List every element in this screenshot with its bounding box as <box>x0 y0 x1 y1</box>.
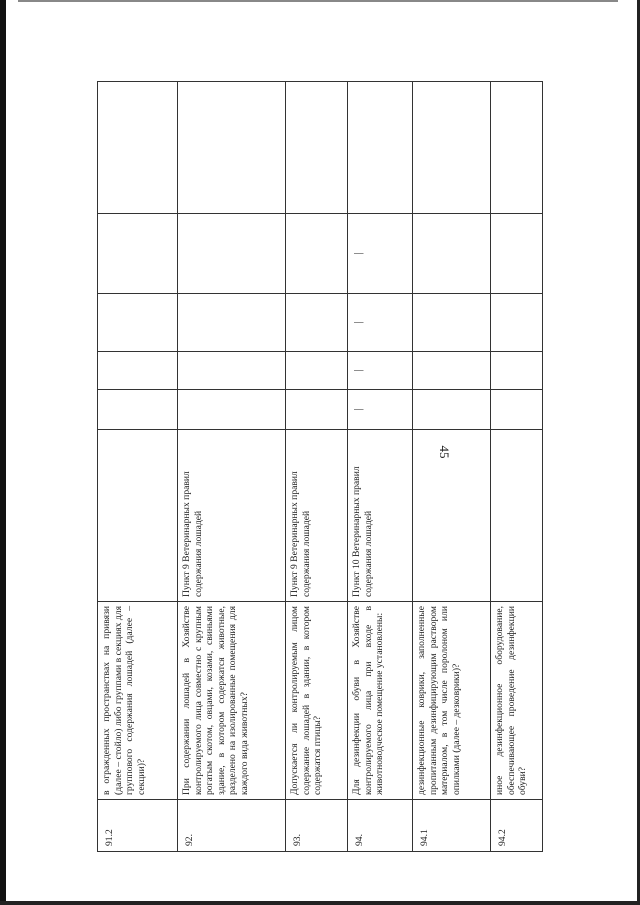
scan-edge-left <box>0 0 6 905</box>
answer-yes-cell <box>413 390 491 430</box>
note-cell <box>178 214 286 294</box>
scan-edge-top <box>18 0 618 2</box>
empty-cell <box>491 82 543 214</box>
note-cell <box>491 214 543 294</box>
row-number: 91.2 <box>98 800 178 852</box>
answer-na-cell <box>98 294 178 352</box>
empty-cell <box>98 82 178 214</box>
note-cell: | <box>348 214 413 294</box>
row-reference: Пункт 9 Ветеринарных правил содержания лошадей <box>178 430 286 602</box>
row-reference <box>491 430 543 602</box>
table-row <box>286 82 348 852</box>
empty-cell <box>178 82 286 214</box>
answer-na-cell: | <box>348 294 413 352</box>
checklist-table <box>97 81 543 852</box>
row-number: 94.1 <box>413 800 491 852</box>
row-question: Для дезинфекции обуви в Хозяйстве контролируемого лица при входе в животноводческое помещение установлены: <box>348 602 413 800</box>
answer-no-cell <box>178 352 286 390</box>
row-question: в огражденных пространствах на привязи (далее – стойло) либо группами в секциях для группового содержания лошадей (далее – секции)? <box>98 602 178 800</box>
row-number: 94.2 <box>491 800 543 852</box>
note-cell <box>413 214 491 294</box>
table-row <box>413 82 491 852</box>
row-reference <box>98 430 178 602</box>
row-reference: Пункт 10 Ветеринарных правил содержания лошадей <box>348 430 413 602</box>
answer-yes-cell <box>178 390 286 430</box>
table-row <box>491 82 543 852</box>
note-cell <box>286 214 348 294</box>
answer-na-cell <box>413 294 491 352</box>
answer-na-cell <box>178 294 286 352</box>
row-question: Допускается ли контролируемым лицом содержание лошадей в здании, в котором содержатся птицы? <box>286 602 348 800</box>
answer-no-cell: | <box>348 352 413 390</box>
answer-no-cell <box>286 352 348 390</box>
table-row <box>98 82 178 852</box>
row-question: дезинфекционные коврики, заполненные пропитанным дезинфицирующим раствором материалом, в том числе поролоном или опилками (далее – дезковрики)? <box>413 602 491 800</box>
table-row <box>348 82 413 852</box>
checklist-table-frame <box>97 82 542 852</box>
answer-yes-cell <box>286 390 348 430</box>
row-reference <box>413 430 491 602</box>
answer-no-cell <box>491 352 543 390</box>
row-number: 93. <box>286 800 348 852</box>
page-number: 45 <box>437 445 452 459</box>
row-question: При содержании лошадей в Хозяйстве контролируемого лица совместно с крупным рогатым скотом, овцами, козами, свиньями здание, в котором содержатся животные, разделено на изолированные помещения для каждого вида животных? <box>178 602 286 800</box>
row-question: иное дезинфекционное оборудование, обеспечивающее проведение дезинфекции обуви? <box>491 602 543 800</box>
empty-cell <box>348 82 413 214</box>
answer-na-cell <box>491 294 543 352</box>
answer-no-cell <box>413 352 491 390</box>
scan-edge-bottom <box>0 901 640 905</box>
checklist-table-rotated <box>97 82 542 852</box>
row-reference: Пункт 9 Ветеринарных правил содержания лошадей <box>286 430 348 602</box>
answer-no-cell <box>98 352 178 390</box>
row-number: 94. <box>348 800 413 852</box>
answer-yes-cell <box>491 390 543 430</box>
note-cell <box>98 214 178 294</box>
empty-cell <box>286 82 348 214</box>
answer-yes-cell <box>98 390 178 430</box>
answer-na-cell <box>286 294 348 352</box>
empty-cell <box>413 82 491 214</box>
table-row <box>178 82 286 852</box>
row-number: 92. <box>178 800 286 852</box>
answer-yes-cell: | <box>348 390 413 430</box>
